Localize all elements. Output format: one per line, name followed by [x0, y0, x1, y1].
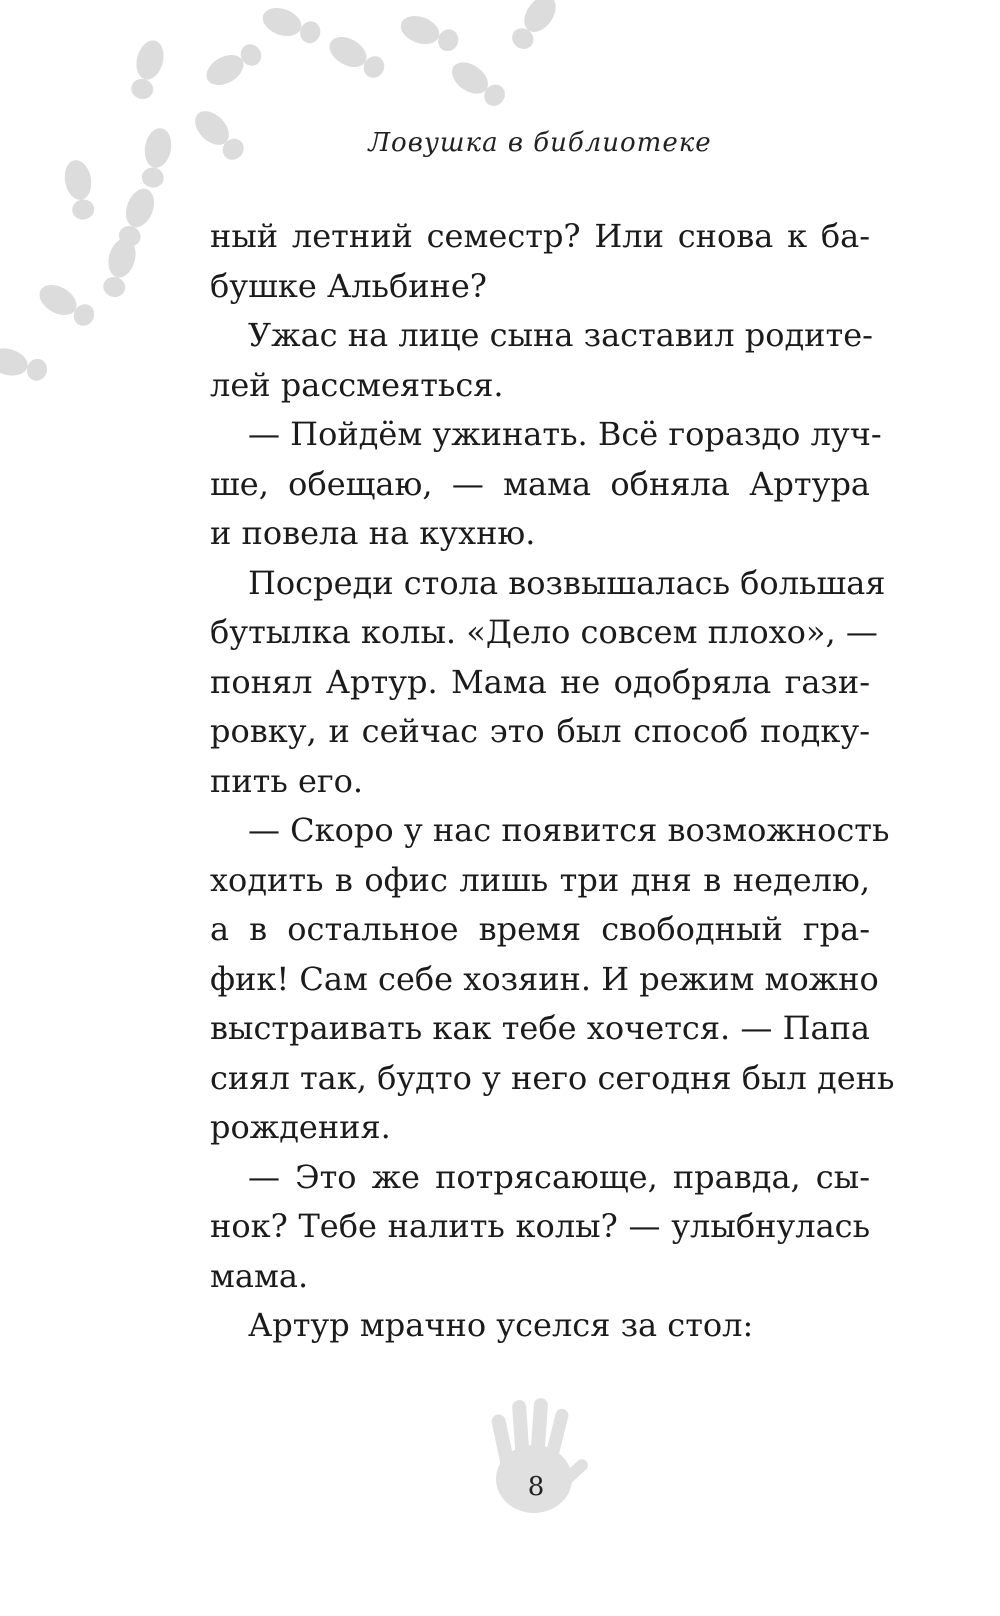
- footprint: [201, 39, 266, 92]
- text-line: нок? Тебе налить колы? — улыбнулась: [210, 1207, 870, 1245]
- text-line: понял Артур. Мама не одобряла гази-: [210, 662, 870, 701]
- footprint: [62, 158, 98, 222]
- text-line: Ужас на лице сына заставил родите-: [248, 316, 873, 354]
- text-line: — Это же потрясающе, правда, сы-: [248, 1157, 870, 1196]
- footprint: [127, 37, 168, 102]
- footprint: [0, 344, 50, 385]
- footprint: [446, 56, 510, 112]
- text-line: а в остальное время свободный гра-: [210, 910, 870, 948]
- text-line: выстраивать как тебе хочется. — Папа: [210, 1009, 870, 1047]
- text-line: ходить в офис лишь три дня в неделю,: [210, 860, 870, 899]
- footprint: [324, 31, 389, 84]
- footprint: [506, 0, 562, 54]
- text-line: ровку, и сейчас это был способ подку-: [210, 712, 870, 750]
- text-line: — Пойдём ужинать. Всё гораздо луч-: [248, 415, 882, 453]
- text-line: рождения.: [210, 1108, 391, 1146]
- body-text: [210, 212, 895, 1351]
- text-line: фик! Сам себе хозяин. И режим можно: [210, 959, 879, 998]
- text-line: ше, обещаю, — мама обняла Артура: [210, 464, 870, 503]
- page-number: 8: [527, 1472, 545, 1502]
- text-line: мама.: [210, 1256, 309, 1295]
- footprint: [397, 11, 462, 56]
- text-line: сиял так, будто у него сегодня был день: [210, 1058, 895, 1097]
- text-line: — Скоро у нас появится возможность: [248, 811, 890, 849]
- footprint: [99, 235, 140, 300]
- running-title: Ловушка в библиотеке: [368, 128, 712, 158]
- text-line: Посреди стола возвышалась большая: [248, 563, 886, 602]
- text-line: Артур мрачно уселся за стол:: [248, 1306, 754, 1344]
- text-line: ный летний семестр? Или снова к ба-: [210, 217, 870, 255]
- text-line: пить его.: [210, 761, 364, 800]
- text-line: лей рассмеяться.: [210, 365, 504, 404]
- footprint: [34, 279, 99, 332]
- text-line: бутылка колы. «Дело совсем плохо», —: [210, 613, 878, 651]
- text-line: бушке Альбине?: [210, 266, 487, 305]
- handprint-icon: [474, 1394, 594, 1524]
- footprint: [259, 3, 324, 48]
- text-line: и повела на кухню.: [210, 514, 536, 552]
